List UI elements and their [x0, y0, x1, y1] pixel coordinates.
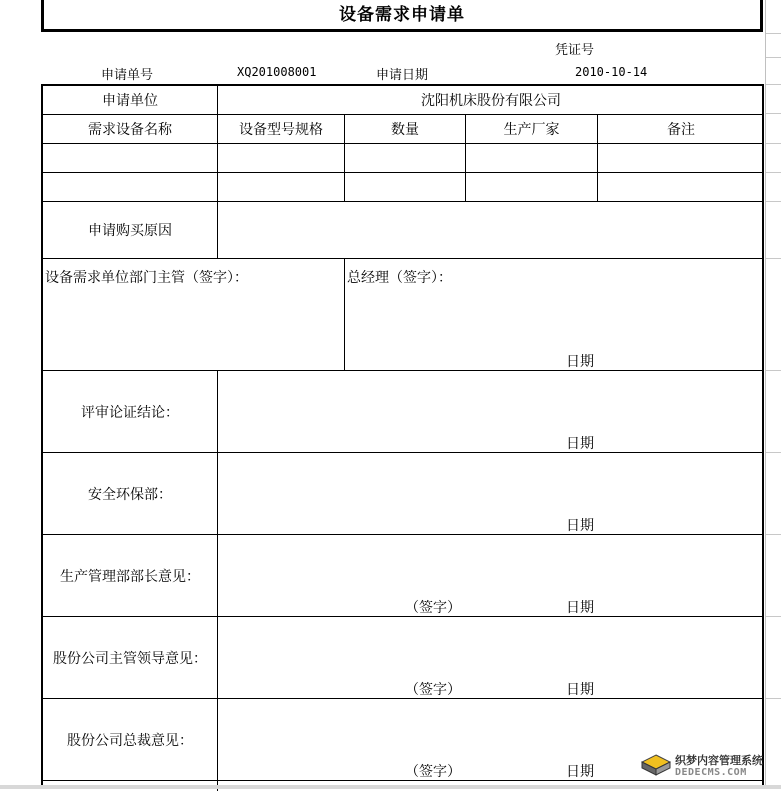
col-model-spec: 设备型号规格: [239, 122, 323, 138]
date-label: 申请日期: [376, 68, 429, 83]
gm-date-label: 日期: [566, 354, 594, 370]
col-remarks: 备注: [667, 122, 695, 138]
form-title-box: [41, 0, 763, 32]
order-no-value: XQ201008001: [237, 65, 317, 79]
gm-label: 总经理（签字）：: [347, 270, 452, 286]
dept-head-label: 设备需求单位部门主管（签字）：: [45, 270, 248, 286]
col-device-name: 需求设备名称: [88, 122, 172, 138]
president-label: 股份公司总裁意见：: [67, 732, 193, 749]
voucher-label: 凭证号: [555, 43, 595, 58]
quantity-cell-1[interactable]: [345, 144, 465, 172]
production-sign-label: （签字）: [405, 600, 461, 616]
production-date-label: 日期: [566, 600, 594, 616]
model-spec-cell-1[interactable]: [218, 144, 344, 172]
device-name-cell-2[interactable]: [43, 173, 217, 201]
company-head-label: 股份公司主管领导意见：: [53, 650, 207, 667]
reason-field[interactable]: [218, 202, 764, 258]
safety-label: 安全环保部：: [88, 486, 172, 503]
reason-label: 申请购买原因: [88, 223, 172, 239]
col-quantity: 数量: [391, 122, 419, 138]
company-head-sign-label: （签字）: [405, 682, 461, 698]
safety-date-label: 日期: [566, 518, 594, 534]
apply-unit-value: 沈阳机床股份有限公司: [421, 93, 561, 109]
quantity-cell-2[interactable]: [345, 173, 465, 201]
form-title: 设备需求申请单: [339, 5, 465, 25]
order-no-label: 申请单号: [101, 68, 154, 83]
manufacturer-cell-1[interactable]: [466, 144, 597, 172]
president-date-label: 日期: [566, 764, 594, 780]
model-spec-cell-2[interactable]: [218, 173, 344, 201]
bottom-scrollbar[interactable]: [0, 785, 781, 789]
dedecms-watermark: [641, 752, 776, 782]
review-label: 评审论证结论：: [81, 404, 179, 421]
company-head-date-label: 日期: [566, 682, 594, 698]
manufacturer-cell-2[interactable]: [466, 173, 597, 201]
review-date-label: 日期: [566, 436, 594, 452]
remarks-cell-2[interactable]: [598, 173, 764, 201]
president-sign-label: （签字）: [405, 764, 461, 780]
production-label: 生产管理部部长意见：: [60, 568, 200, 585]
watermark-line2: DEDECMS.COM: [675, 767, 747, 778]
apply-unit-label: 申请单位: [102, 93, 158, 109]
date-value: 2010-10-14: [575, 65, 648, 79]
device-name-cell-1[interactable]: [43, 144, 217, 172]
watermark-line1: 织梦内容管理系统: [675, 754, 763, 767]
remarks-cell-1[interactable]: [598, 144, 764, 172]
request-form-table: [41, 84, 764, 789]
col-manufacturer: 生产厂家: [503, 122, 560, 138]
spreadsheet-edge: [765, 0, 781, 789]
dedecms-logo-icon: [641, 754, 671, 776]
